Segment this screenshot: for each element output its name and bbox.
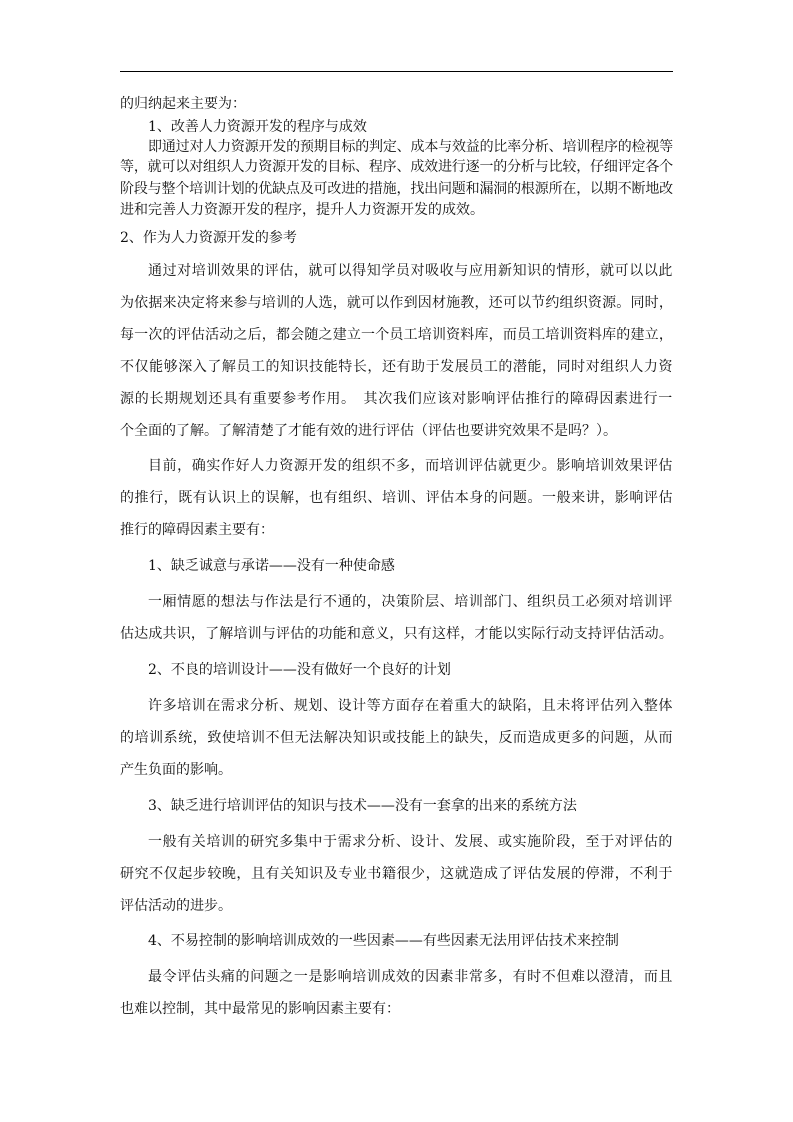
text-line bbox=[148, 833, 673, 851]
text-line bbox=[120, 521, 673, 539]
text-line-content: 个全面的了解。了解清楚了才能有效的进行评估（评估也要讲究效果不是吗？）。 bbox=[120, 423, 617, 439]
text-line bbox=[120, 95, 673, 113]
text-line bbox=[148, 118, 673, 136]
text-line bbox=[120, 201, 673, 219]
text-line-content: 也难以控制，其中最常见的影响因素主要有： bbox=[120, 1001, 400, 1017]
text-line bbox=[120, 865, 673, 883]
text-line bbox=[120, 489, 673, 507]
text-line-content: 1、改善人力资源开发的程序与成效 bbox=[148, 119, 367, 135]
text-line-content: 2、不良的培训设计——没有做好一个良好的计划 bbox=[148, 662, 451, 678]
text-line bbox=[120, 625, 673, 643]
text-line-content: 估达成共识，了解培训与评估的功能和意义，只有这样，才能以实际行动支持评估活动。 bbox=[120, 626, 673, 642]
text-line-content: 的培训系统，致使培训不但无法解决知识或技能上的缺失，反而造成更多的问题，从而 bbox=[120, 730, 673, 746]
text-line bbox=[120, 761, 673, 779]
text-line bbox=[148, 697, 673, 715]
text-line-content: 评估活动的进步。 bbox=[120, 898, 232, 914]
text-line bbox=[120, 180, 673, 198]
text-line bbox=[148, 968, 673, 986]
text-line-content: 为依据来决定将来参与培训的人选，就可以作到因材施教，还可以节约组织资源。同时， bbox=[120, 295, 673, 311]
text-line-content: 2、作为人力资源开发的参考 bbox=[120, 230, 297, 246]
text-line bbox=[148, 797, 673, 815]
text-line bbox=[120, 294, 673, 312]
text-line-content: 每一次的评估活动之后，都会随之建立一个员工培训资料库，而员工培训资料库的建立， bbox=[120, 327, 673, 343]
text-line-content: 研究不仅起步较晚，且有关知识及专业书籍很少，这就造成了评估发展的停滞，不利于 bbox=[120, 866, 673, 882]
text-line bbox=[120, 158, 673, 176]
text-line-content: 目前，确实作好人力资源开发的组织不多，而培训评估就更少。影响培训效果评估 bbox=[148, 458, 673, 474]
text-line bbox=[120, 1000, 673, 1018]
text-line-content: 的推行，既有认识上的误解，也有组织、培训、评估本身的问题。一般来讲，影响评估 bbox=[120, 490, 673, 506]
text-line bbox=[148, 661, 673, 679]
text-line-content: 一般有关培训的研究多集中于需求分析、设计、发展、或实施阶段，至于对评估的 bbox=[148, 834, 673, 850]
text-line-content: 许多培训在需求分析、规划、设计等方面存在着重大的缺陷，且未将评估列入整体 bbox=[148, 698, 673, 714]
text-line-content: 最令评估头痛的问题之一是影响培训成效的因素非常多，有时不但难以澄清，而且 bbox=[148, 969, 673, 985]
text-line-content: 3、缺乏进行培训评估的知识与技术——没有一套拿的出来的系统方法 bbox=[148, 798, 577, 814]
text-line bbox=[120, 729, 673, 747]
text-line-content: 产生负面的影响。 bbox=[120, 762, 232, 778]
text-line bbox=[120, 390, 673, 408]
text-line bbox=[120, 229, 673, 247]
text-line-content: 的归纳起来主要为： bbox=[120, 96, 246, 112]
text-line bbox=[120, 897, 673, 915]
text-line-content: 一厢情愿的想法与作法是行不通的，决策阶层、培训部门、组织员工必须对培训评 bbox=[148, 594, 673, 610]
text-line bbox=[148, 138, 673, 156]
text-line bbox=[148, 557, 673, 575]
text-line-content: 进和完善人力资源开发的程序，提升人力资源开发的成效。 bbox=[120, 202, 484, 218]
text-line-content: 4、不易控制的影响培训成效的一些因素——有些因素无法用评估技术来控制 bbox=[148, 933, 619, 949]
text-line-content: 不仅能够深入了解员工的知识技能特长，还有助于发展员工的潜能，同时对组织人力资 bbox=[120, 359, 673, 375]
text-line bbox=[120, 422, 673, 440]
text-line-content: 推行的障碍因素主要有： bbox=[120, 522, 274, 538]
text-line-content: 通过对培训效果的评估，就可以得知学员对吸收与应用新知识的情形，就可以以此 bbox=[148, 263, 673, 279]
header-rule bbox=[120, 71, 673, 72]
text-line-content: 等，就可以对组织人力资源开发的目标、程序、成效进行逐一的分析与比较，仔细评定各个 bbox=[120, 159, 673, 175]
text-line bbox=[120, 326, 673, 344]
text-line-content: 即通过对人力资源开发的预期目标的判定、成本与效益的比率分析、培训程序的检视等 bbox=[148, 139, 673, 155]
text-line-content: 1、缺乏诚意与承诺——没有一种使命感 bbox=[148, 558, 395, 574]
text-line-content: 阶段与整个培训计划的优缺点及可改进的措施，找出问题和漏洞的根源所在，以期不断地改 bbox=[120, 181, 673, 197]
text-line bbox=[148, 932, 673, 950]
text-line bbox=[148, 457, 673, 475]
text-line bbox=[148, 262, 673, 280]
text-line bbox=[148, 593, 673, 611]
text-line-content: 源的长期规划还具有重要参考作用。 其次我们应该对影响评估推行的障碍因素进行一 bbox=[120, 391, 673, 407]
text-line bbox=[120, 358, 673, 376]
